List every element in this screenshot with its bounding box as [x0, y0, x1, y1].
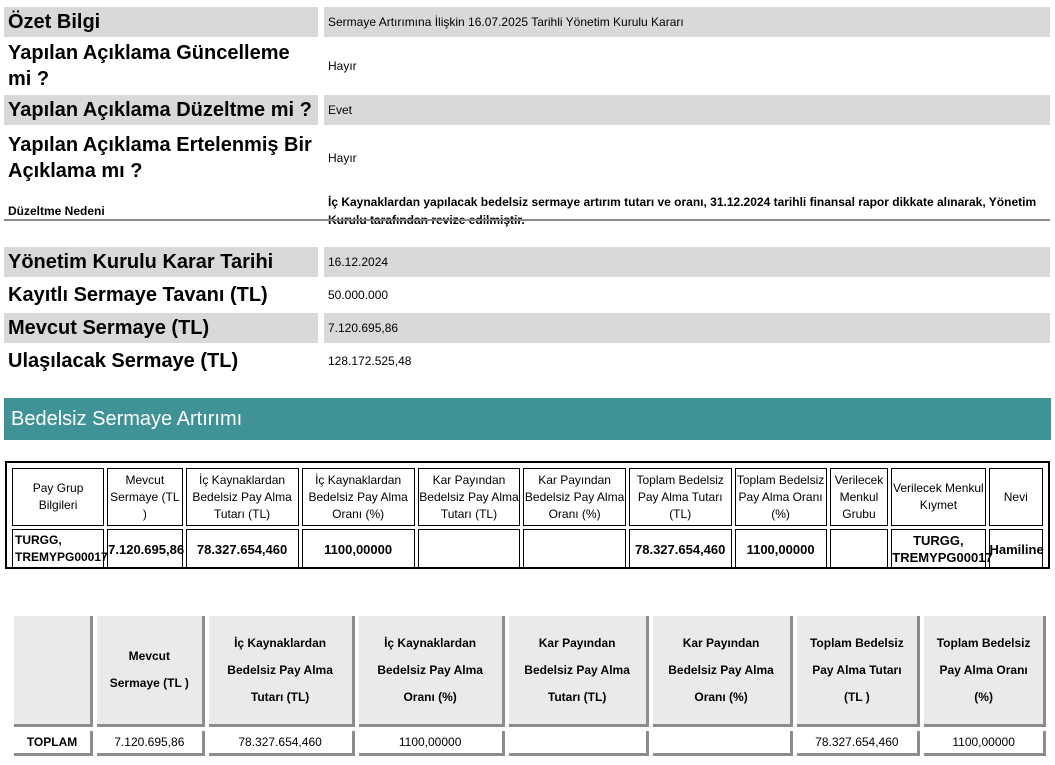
detail-header-cell: Verilecek Menkul Grubu: [830, 468, 889, 526]
summary-header-row: [14, 616, 1046, 727]
capital-info-table: [4, 244, 1050, 379]
summary-header-cell: Toplam Bedelsiz Pay Alma Oranı (%): [924, 616, 1046, 727]
detail-cell: 1100,00000: [302, 529, 415, 569]
summary-header-cell: Kar Payından Bedelsiz Pay Alma Oranı (%): [653, 616, 793, 727]
detail-header-cell: Verilecek Menkul Kıymet: [891, 468, 985, 526]
section-title-banner: Bedelsiz Sermaye Artırımı: [4, 398, 1051, 440]
detail-cell-menkul-kiymet: TURGG, TREMYPG00017: [891, 529, 985, 569]
detail-table: [9, 465, 1046, 572]
detail-header-cell: Nevi: [989, 468, 1044, 526]
ozet-value: Sermaye Artırımına İlişkin 16.07.2025 Tarihli Yönetim Kurulu Kararı: [324, 7, 1050, 37]
detail-header-cell: Mevcut Sermaye (TL ): [107, 468, 182, 526]
detail-header-cell: Kar Payından Bedelsiz Pay Alma Tutarı (TL): [418, 468, 521, 526]
ulasilacak-label: Ulaşılacak Sermaye (TL): [8, 350, 239, 372]
detail-header-cell: Toplam Bedelsiz Pay Alma Oranı (%): [735, 468, 827, 526]
summary-cell: 1100,00000: [924, 731, 1046, 756]
summary-total-row: [14, 731, 1046, 756]
summary-cell: 7.120.695,86: [97, 731, 204, 756]
summary-header-cell: İç Kaynaklardan Bedelsiz Pay Alma Oranı (%): [359, 616, 505, 727]
summary-cell: [653, 731, 793, 756]
summary-info-table: [4, 4, 1050, 234]
tavan-value: 50.000.000: [328, 288, 389, 302]
mevcut-value: 7.120.695,86: [324, 313, 1050, 343]
detail-cell: 78.327.654,460: [629, 529, 732, 569]
detail-header-cell: İç Kaynaklardan Bedelsiz Pay Alma Oranı (%): [302, 468, 415, 526]
summary-cell: [509, 731, 649, 756]
ulasilacak-value: 128.172.525,48: [328, 354, 412, 368]
summary-header-cell: [14, 616, 93, 727]
summary-header-cell: Toplam Bedelsiz Pay Alma Tutarı (TL ): [797, 616, 921, 727]
neden-label: Düzeltme Nedeni: [8, 204, 105, 218]
duzeltme-label: Yapılan Açıklama Düzeltme mi ?: [4, 95, 318, 125]
detail-header-cell: Kar Payından Bedelsiz Pay Alma Oranı (%): [523, 468, 626, 526]
summary-header-cell: İç Kaynaklardan Bedelsiz Pay Alma Tutarı (TL): [209, 616, 355, 727]
summary-table-container: [10, 612, 1050, 760]
summary-table: [10, 612, 1050, 760]
guncelleme-label: Yapılan Açıklama Güncelleme mi ?: [8, 42, 290, 90]
detail-cell: 7.120.695,86: [107, 529, 182, 569]
detail-table-container: [5, 461, 1050, 569]
mevcut-label: Mevcut Sermaye (TL): [4, 313, 318, 343]
neden-value: İç Kaynaklardan yapılacak bedelsiz sermaye artırım tutarı ve oranı, 31.12.2024 tarihli finansal rapor dikkate alınarak, Yönetim Kurulu tarafından revize edilmiştir.: [328, 195, 1037, 227]
summary-header-cell: Kar Payından Bedelsiz Pay Alma Tutarı (TL): [509, 616, 649, 727]
summary-cell: 78.327.654,460: [797, 731, 921, 756]
duzeltme-value: Evet: [324, 95, 1050, 125]
detail-header-cell: Pay Grup Bilgileri: [12, 468, 104, 526]
karar-value: 16.12.2024: [324, 247, 1050, 277]
detail-header-cell: İç Kaynaklardan Bedelsiz Pay Alma Tutarı (TL): [186, 468, 299, 526]
summary-cell-toplam: TOPLAM: [14, 731, 93, 756]
karar-label: Yönetim Kurulu Karar Tarihi: [4, 247, 318, 277]
detail-cell: [830, 529, 889, 569]
summary-header-cell: Mevcut Sermaye (TL ): [97, 616, 204, 727]
summary-cell: 1100,00000: [359, 731, 505, 756]
detail-cell: [418, 529, 521, 569]
ozet-label: Özet Bilgi: [4, 7, 318, 37]
detail-data-row: [12, 529, 1043, 569]
guncelleme-value: Hayır: [328, 59, 357, 73]
detail-header-row: [12, 468, 1043, 526]
detail-cell-nevi: Hamiline: [989, 529, 1044, 569]
detail-cell: 78.327.654,460: [186, 529, 299, 569]
detail-cell: [523, 529, 626, 569]
detail-cell-pay-grup: TURGG, TREMYPG00017: [12, 529, 104, 569]
ertelenmis-label: Yapılan Açıklama Ertelenmiş Bir Açıklama mı ?: [8, 134, 312, 182]
tavan-label: Kayıtlı Sermaye Tavanı (TL): [8, 284, 268, 306]
detail-cell: 1100,00000: [735, 529, 827, 569]
section-divider: [4, 219, 1050, 221]
summary-cell: 78.327.654,460: [209, 731, 355, 756]
ertelenmis-value: Hayır: [328, 151, 357, 165]
detail-header-cell: Toplam Bedelsiz Pay Alma Tutarı (TL): [629, 468, 732, 526]
